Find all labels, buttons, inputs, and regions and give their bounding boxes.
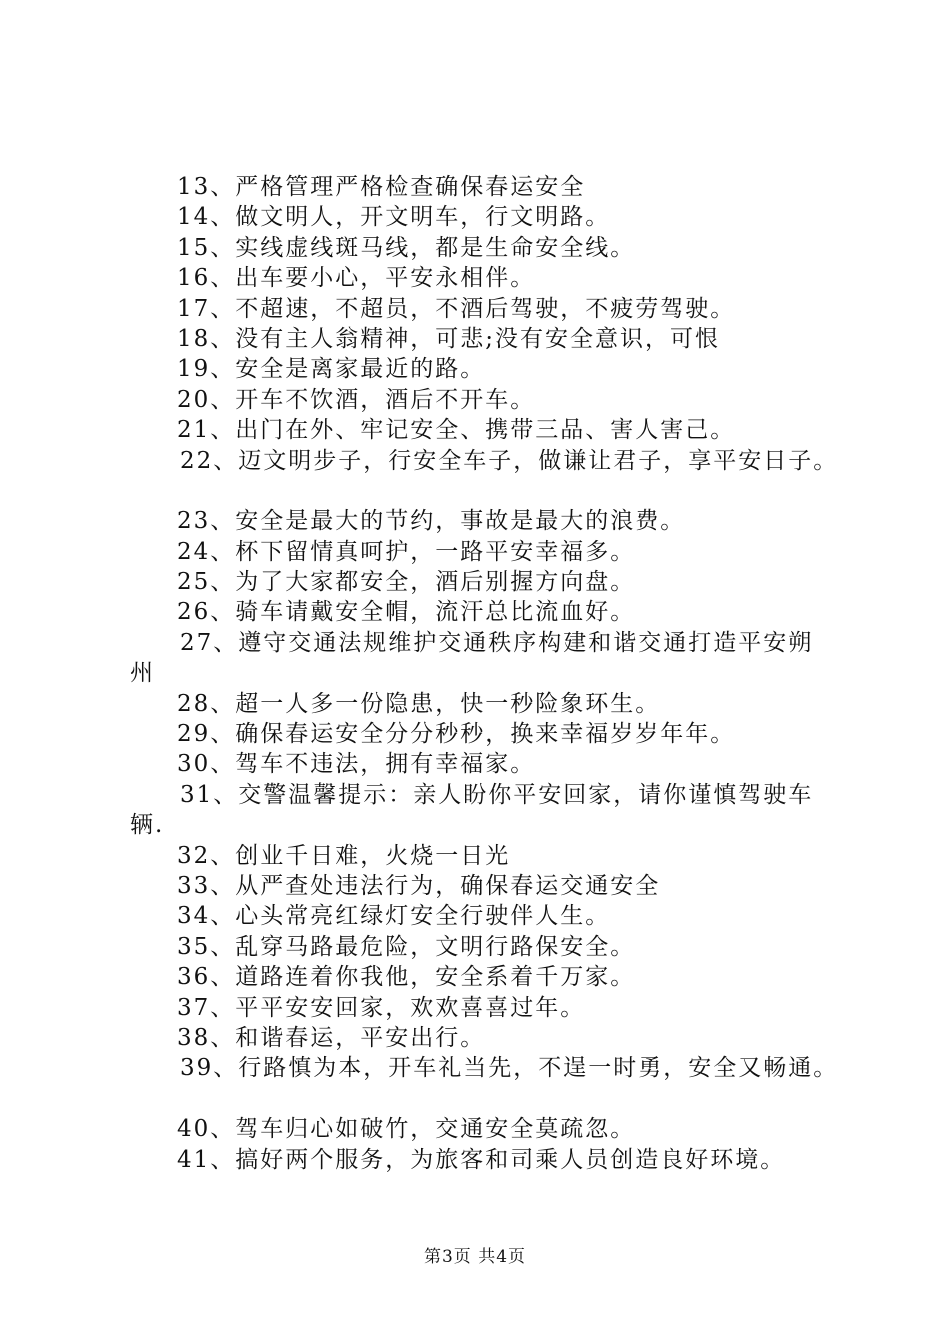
list-item: 28、超一人多一份隐患，快一秒险象环生。 [177, 690, 661, 717]
list-item: 18、没有主人翁精神，可悲;没有安全意识，可恨 [177, 325, 721, 352]
paragraph-gap [0, 1084, 950, 1114]
page-number-footer: 第3页 共4页 [423, 1247, 527, 1267]
list-item: 24、杯下留情真呵护，一路平安幸福多。 [177, 538, 636, 565]
list-item-continuation: 辆. [130, 812, 165, 839]
list-item: 17、不超速，不超员，不酒后驾驶，不疲劳驾驶。 [177, 295, 736, 322]
slogan-list [0, 172, 950, 1175]
list-item: 33、从严查处违法行为，确保春运交通安全 [177, 872, 661, 899]
list-item: 15、实线虚线斑马线，都是生命安全线。 [177, 234, 636, 261]
list-item: 19、安全是离家最近的路。 [177, 356, 486, 383]
list-item: 41、搞好两个服务，为旅客和司乘人员创造良好环境。 [177, 1146, 786, 1173]
list-item: 23、安全是最大的节约，事故是最大的浪费。 [177, 508, 686, 535]
list-item: 26、骑车请戴安全帽，流汗总比流血好。 [177, 599, 636, 626]
list-item: 27、遵守交通法规维护交通秩序构建和谐交通打造平安朔 [180, 629, 814, 656]
list-item: 36、道路连着你我他，安全系着千万家。 [177, 964, 636, 991]
list-item: 14、做文明人，开文明车，行文明路。 [177, 204, 611, 231]
list-item: 32、创业千日难，火烧一日光 [177, 842, 511, 869]
list-item: 29、确保春运安全分分秒秒，换来幸福岁岁年年。 [177, 721, 736, 748]
list-item: 35、乱穿马路最危险，文明行路保安全。 [177, 933, 636, 960]
list-item: 37、平平安安回家，欢欢喜喜过年。 [177, 994, 586, 1021]
list-item: 21、出门在外、牢记安全、携带三品、害人害己。 [177, 417, 736, 444]
list-item: 16、出车要小心，平安永相伴。 [177, 265, 536, 292]
list-item: 13、严格管理严格检查确保春运安全 [177, 174, 586, 200]
list-item: 20、开车不饮酒，酒后不开车。 [177, 386, 536, 413]
list-item: 34、心头常亮红绿灯安全行驶伴人生。 [177, 903, 611, 930]
list-item: 30、驾车不违法，拥有幸福家。 [177, 751, 536, 778]
list-item: 31、交警温馨提示：亲人盼你平安回家，请你谨慎驾驶车 [180, 781, 814, 808]
list-item: 22、迈文明步子，行安全车子，做谦让君子，享平安日子。 [180, 447, 839, 474]
paragraph-gap [0, 476, 950, 506]
list-item: 25、为了大家都安全，酒后别握方向盘。 [177, 569, 636, 596]
list-item: 38、和谐春运，平安出行。 [177, 1024, 486, 1051]
list-item: 40、驾车归心如破竹，交通安全莫疏忽。 [177, 1116, 636, 1143]
list-item: 39、行路慎为本，开车礼当先，不逞一时勇，安全又畅通。 [180, 1055, 839, 1082]
list-item-continuation: 州 [130, 660, 155, 687]
